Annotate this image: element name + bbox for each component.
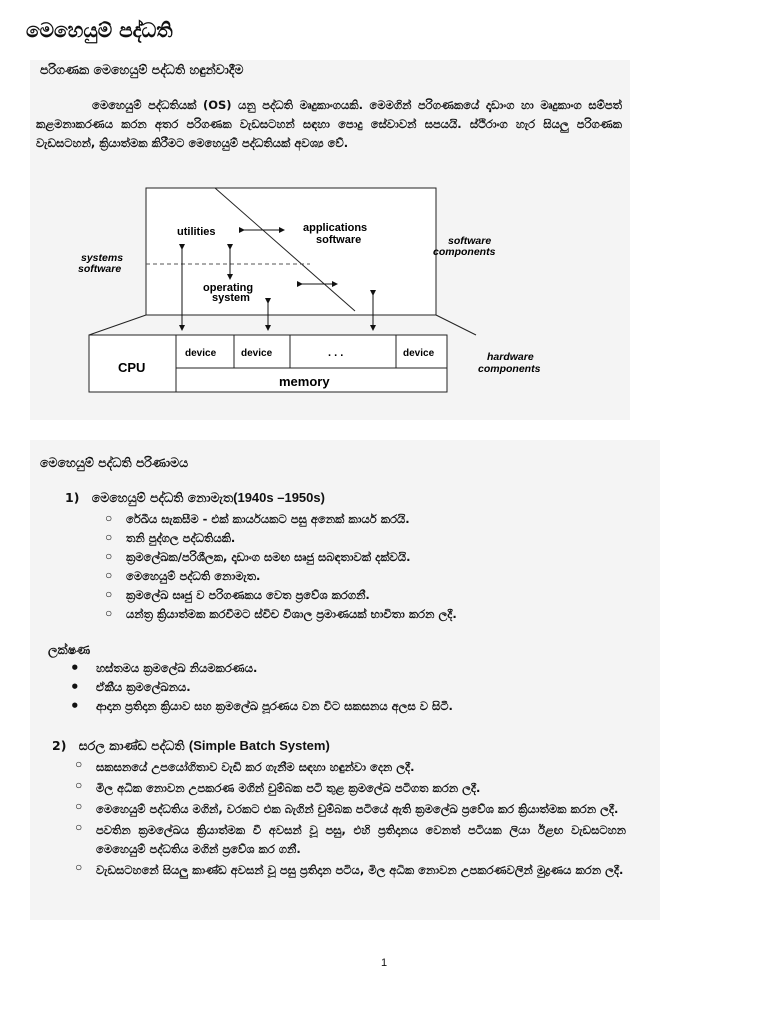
label-hardware: hardware [487, 351, 534, 363]
label-systems: systems [81, 252, 124, 264]
list-item: ◦ මෙහෙයුම් පද්ධති නොමැත. [126, 569, 646, 588]
item-2-heading [52, 738, 330, 754]
label-cpu: CPU [118, 360, 146, 375]
label-components-software: components [433, 246, 496, 258]
label-device-3: device [403, 348, 435, 359]
label-device-2: device [241, 348, 273, 359]
list-item: ◦ රේඛීය සැකසීම - එක් කාර්යයකට පසු අනෙක් කාර්ය කරයි. [126, 512, 646, 531]
intro-paragraph [36, 96, 622, 153]
list-item: ◦ සකසනයේ උපයෝගිතාව වැඩි කර ගැනීම සඳහා හඳුන්වා දෙන ලදී. [96, 758, 626, 777]
list-item: ◦ තනි පුද්ගල පද්ධතියකි. [126, 531, 646, 550]
list-item: • ආදාන ප්‍රතිදාන ක්‍රියාව සහ ක්‍රමලේඛ පූරණය වන විට සකසනය අලස ව සිටී. [96, 699, 636, 718]
item-2-label: සරල කාණ්ඩ පද්ධති [78, 738, 185, 753]
label-applications: applications [303, 222, 368, 234]
label-software: software [448, 235, 492, 247]
list-item: ◦ වැඩසටහනේ සියලු කාණ්ඩ අවසන් වූ පසු ප්‍රතිදාන පටිය, මිල අධික නොවන උපකරණවලින් මුද්‍රණය කරන ලදී. [96, 861, 626, 880]
list-item: • ඒකීය ක්‍රමලේඛනය. [96, 680, 636, 699]
label-dots: . . . [328, 347, 344, 359]
item-1-label: මෙහෙයුම් පද්ධති නොමැත [91, 490, 234, 505]
list-item: ◦ මිල අධික නොවන උපකරණ මගින් චුම්බක පටි තුළ ක්‍රමලේඛ පටිගත කරන ලදී. [96, 779, 626, 798]
label-systems-software: software [78, 263, 122, 275]
list-item: • හස්තමය ක්‍රමලේඛ නියමකරණය. [96, 661, 636, 680]
features-bullets [96, 661, 636, 718]
item-1-heading [65, 490, 325, 506]
item-2-label-en: (Simple Batch System) [188, 738, 330, 753]
list-item: ◦ ක්‍රමලේඛක/පරිශීලක, දෘඩාංග සමඟ සෘජු සබඳතාවක් දක්වයි. [126, 550, 646, 569]
section-heading-evolution: මෙහෙයුම් පද්ධති පරිණාමය [40, 455, 189, 470]
label-components-hardware: components [478, 363, 541, 375]
label-memory: memory [279, 374, 330, 389]
label-operating: operating [203, 282, 254, 294]
item-2-bullets [96, 758, 626, 880]
label-device-1: device [185, 348, 217, 359]
item-1-number: 1) [65, 490, 80, 505]
software-box [146, 188, 436, 315]
os-structure-diagram [60, 183, 580, 413]
list-item: ◦ පවතින ක්‍රමලේඛය ක්‍රියාත්මක වී අවසන් වූ පසු, එහි ප්‍රතිදානය වෙනත් පටියක ලියා ඊළඟ වැඩසටහන මෙහෙයුම් පද්ධතිය මගින් ප්‍රවේශ කර ගනී. [96, 821, 626, 859]
label-utilities: utilities [177, 226, 216, 238]
page-title: මෙහෙයුම් පද්ධති [26, 18, 173, 42]
page-number: 1 [380, 957, 388, 969]
list-item: ◦ මෙහෙයුම් පද්ධතිය මගින්, වරකට එක බැගින් චුම්බක පටියේ ඇති ක්‍රමලේඛ ප්‍රවේශ කර ක්‍රියාත්මක කරන ලදී. [96, 800, 626, 819]
label-applications-software: software [316, 234, 362, 246]
intro-paragraph-text: මෙහෙයුම් පද්ධතියක් (OS) යනු පද්ධති මෘදුකාංගයකි. මෙමගින් පරිගණකයේ දෘඩාංග හා මෘදුකාංග සම්පත් කළමනාකරණය කරන අතර පරිගණක වැඩසටහන් සඳහා පොදු සේවාවන් සපයයි. ස්ථිරාංග හැර සියලු පරිගණක වැඩසටහන්, ක්‍රියාත්මක කිරීමට මෙහෙයුම් පද්ධතියක් අවශ්‍ය වේ. [36, 98, 622, 150]
features-heading: ලක්ෂණ [48, 642, 91, 657]
item-1-label-en: (1940s –1950s) [233, 490, 325, 505]
trapezoid-left [89, 315, 146, 335]
list-item: ◦ ක්‍රමලේඛ සෘජු ව පරිගණකය වෙත ප්‍රවේශ කරගනී. [126, 588, 646, 607]
item-2-number: 2) [52, 738, 67, 753]
item-1-bullets [126, 512, 646, 626]
list-item: ◦ යන්ත්‍ර ක්‍රියාත්මක කරවීමට ස්විච විශාල ප්‍රමාණයක් භාවිතා කරන ලදී. [126, 607, 646, 626]
trapezoid-right [436, 315, 476, 335]
label-system: system [212, 292, 250, 304]
section-heading-intro: පරිගණක මෙහෙයුම් පද්ධති හඳුන්වාදීම [40, 62, 244, 77]
